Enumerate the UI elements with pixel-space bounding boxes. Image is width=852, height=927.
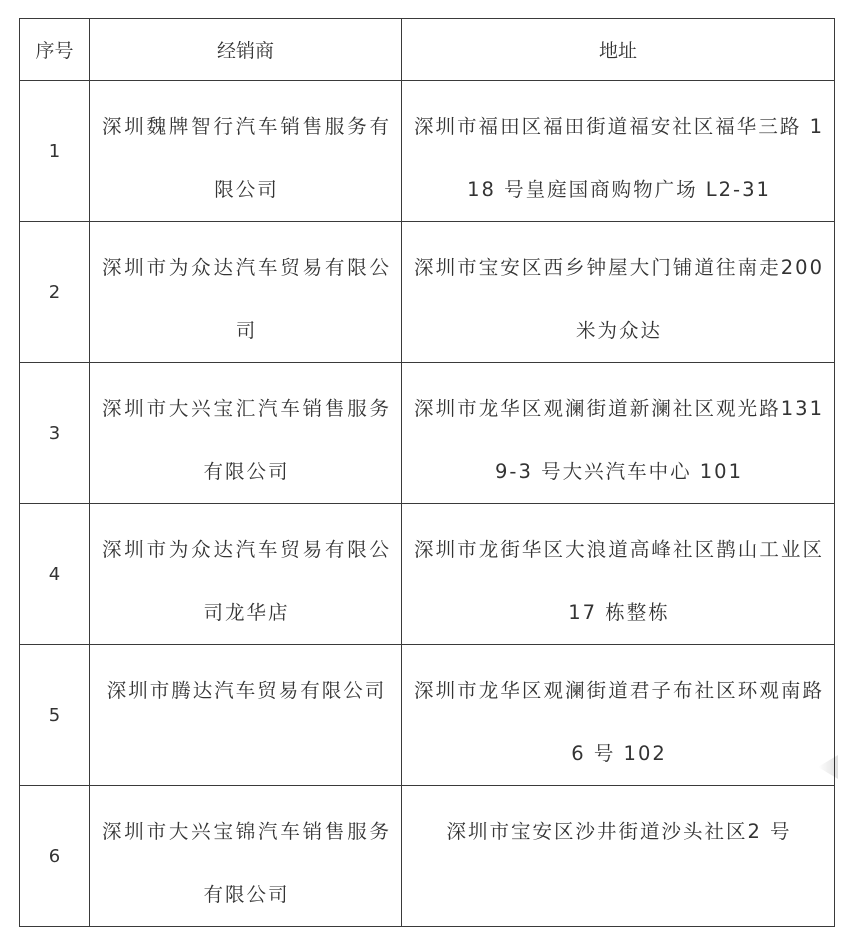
dealer-name: 深圳市大兴宝锦汽车销售服务有限公司 [102,820,391,906]
row-index: 6 [20,786,90,927]
dealer-address: 深圳市宝安区沙井街道沙头社区2 号 [446,820,792,843]
header-dealer: 经销商 [90,19,402,81]
row-index: 5 [20,645,90,786]
dealer-address: 深圳市宝安区西乡钟屋大门铺道往南走200 米为众达 [414,256,824,342]
dealer-address: 深圳市龙华区观澜街道新澜社区观光路1319-3 号大兴汽车中心 101 [414,397,824,483]
table-row [20,81,835,222]
row-index: 2 [20,222,90,363]
table-row [20,645,835,786]
table-row [20,504,835,645]
header-address: 地址 [402,19,835,81]
header-index: 序号 [20,19,90,81]
dealer-name: 深圳市为众达汽车贸易有限公司龙华店 [102,538,391,624]
dealer-address: 深圳市福田区福田街道福安社区福华三路 118 号皇庭国商购物广场 L2-31 [414,115,824,201]
table-row [20,786,835,927]
dealer-name: 深圳市大兴宝汇汽车销售服务有限公司 [102,397,391,483]
table-row [20,363,835,504]
row-index: 1 [20,81,90,222]
dealer-name: 深圳市为众达汽车贸易有限公司 [102,256,391,342]
table-header-row [20,19,835,81]
dealer-name: 深圳魏牌智行汽车销售服务有限公司 [102,115,391,201]
table-row [20,222,835,363]
dealer-name: 深圳市腾达汽车贸易有限公司 [106,679,387,702]
row-index: 4 [20,504,90,645]
dealer-address: 深圳市龙街华区大浪道高峰社区鹊山工业区 17 栋整栋 [414,538,824,624]
row-index: 3 [20,363,90,504]
dealer-address: 深圳市龙华区观澜街道君子布社区环观南路 6 号 102 [414,679,824,765]
dealer-table [19,18,835,927]
